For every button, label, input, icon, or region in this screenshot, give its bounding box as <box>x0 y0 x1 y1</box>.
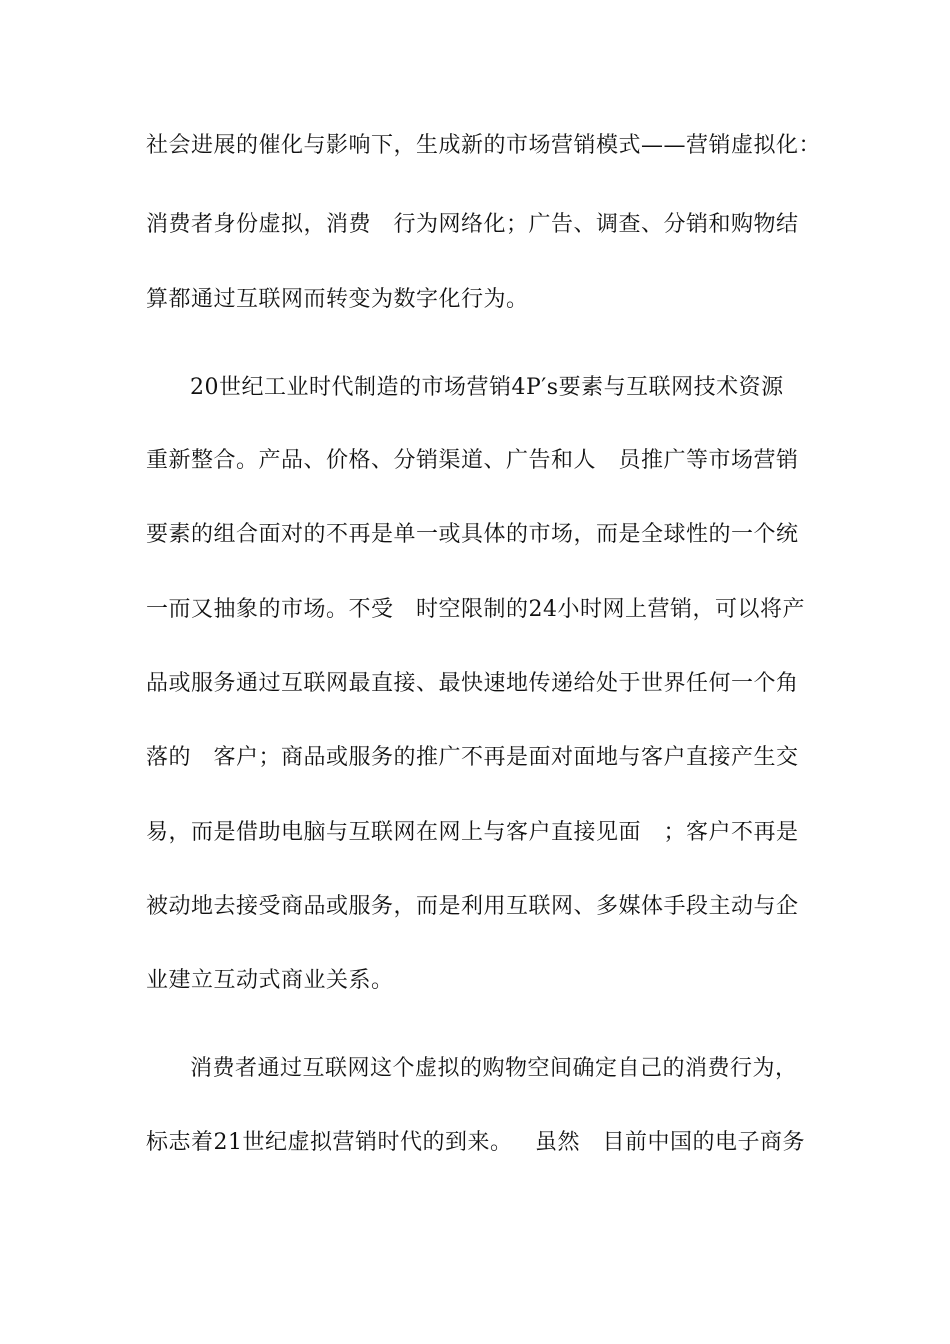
text-line: 一而又抽象的市场。不受 时空限制的24小时网上营销，可以将产 <box>146 597 805 622</box>
text-line: 消费者身份虚拟，消费 行为网络化；广告、调查、分销和购物结 <box>146 212 799 237</box>
text-line: 消费者通过互联网这个虚拟的购物空间确定自己的消费行为， <box>190 1056 798 1081</box>
text-line: 社会进展的催化与影响下，生成新的市场营销模式——营销虚拟化： <box>146 133 822 158</box>
text-line: 算都通过互联网而转变为数字化行为。 <box>146 287 529 312</box>
text-line: 易，而是借助电脑与互联网在网上与客户直接见面 ；客户不再是 <box>146 820 799 845</box>
text-line: 20世纪工业时代制造的市场营销4P′s要素与互联网技术资源 <box>190 375 784 400</box>
text-line: 标志着21世纪虚拟营销时代的到来。 虽然 目前中国的电子商务 <box>146 1130 805 1155</box>
text-line: 被动地去接受商品或服务，而是利用互联网、多媒体手段主动与企 <box>146 894 799 919</box>
text-line: 落的 客户；商品或服务的推广不再是面对面地与客户直接产生交 <box>146 745 799 770</box>
text-line: 业建立互动式商业关系。 <box>146 968 394 993</box>
text-line: 要素的组合面对的不再是单一或具体的市场，而是全球性的一个统 <box>146 522 799 547</box>
text-line: 重新整合。产品、价格、分销渠道、广告和人 员推广等市场营销 <box>146 448 799 473</box>
text-line: 品或服务通过互联网最直接、最快速地传递给处于世界任何一个角 <box>146 671 799 696</box>
